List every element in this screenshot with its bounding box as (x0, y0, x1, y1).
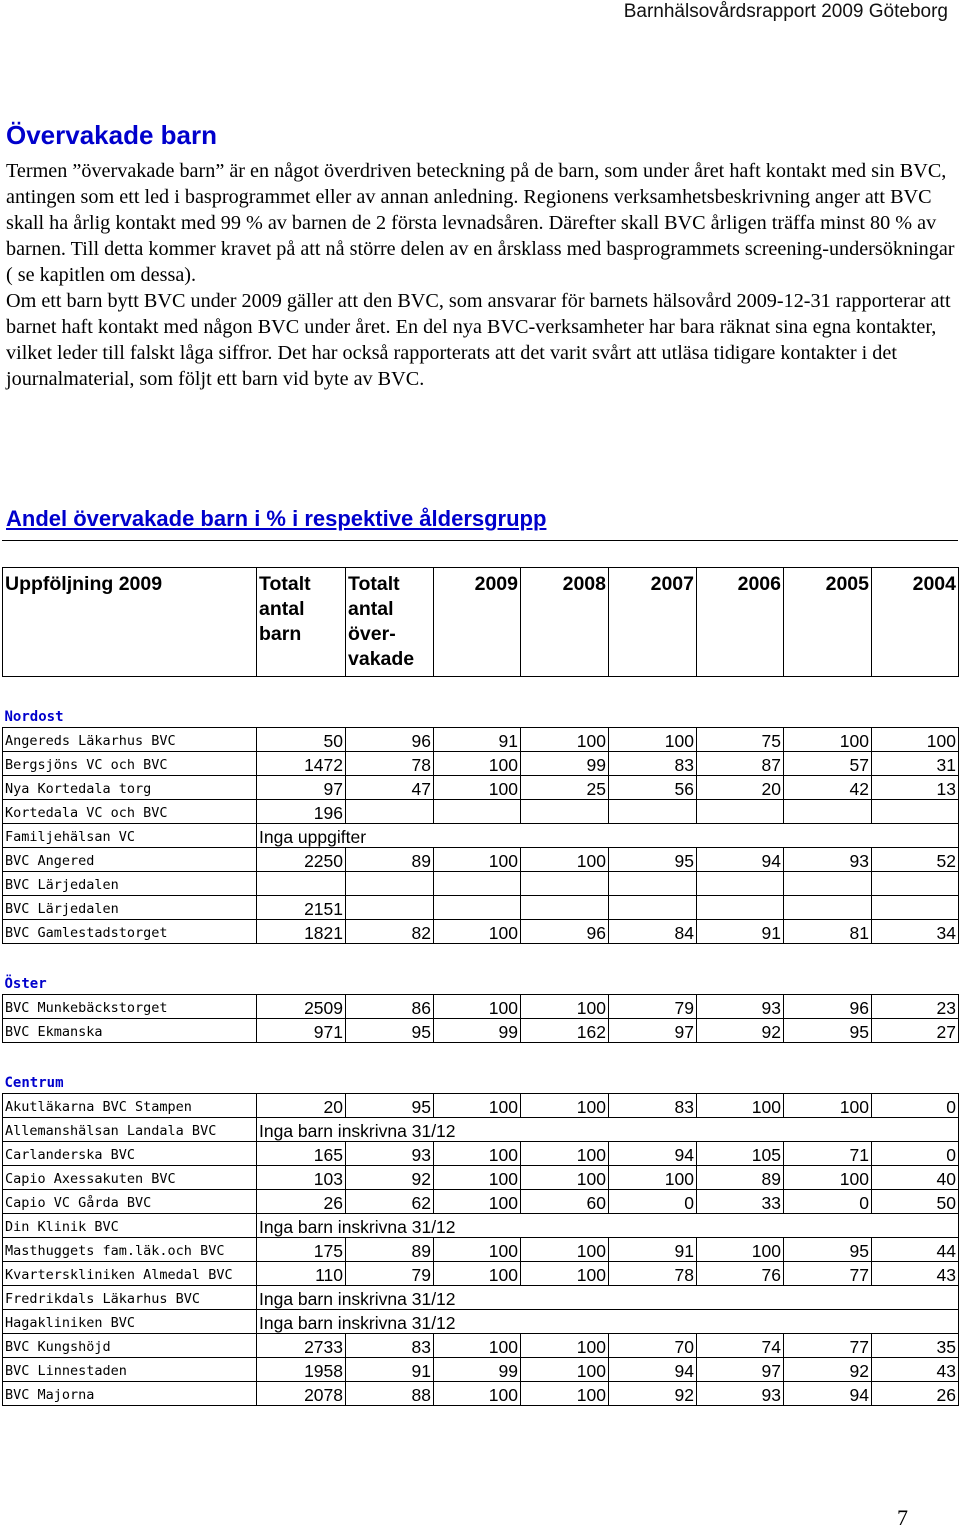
value-cell: 20 (697, 776, 784, 800)
region-name: Öster (4, 976, 47, 992)
value-cell: 1472 (257, 752, 346, 776)
value-cell: 100 (521, 1238, 609, 1262)
unit-name: Din Klinik BVC (3, 1214, 257, 1238)
value-cell (872, 872, 959, 896)
value-cell: 77 (784, 1262, 872, 1286)
region-row (3, 1071, 959, 1094)
value-cell (434, 872, 521, 896)
value-cell: 93 (784, 848, 872, 872)
column-header: Totalt antal barn (257, 568, 346, 677)
value-cell: 0 (872, 1142, 959, 1166)
unit-name: BVC Lärjedalen (3, 872, 257, 896)
divider (2, 540, 958, 541)
value-cell: 42 (784, 776, 872, 800)
value-cell: 89 (697, 1166, 784, 1190)
value-cell: 57 (784, 752, 872, 776)
value-cell (609, 800, 697, 824)
row-note: Inga barn inskrivna 31/12 (257, 1214, 959, 1238)
value-cell: 97 (697, 1358, 784, 1382)
value-cell: 100 (521, 1382, 609, 1406)
table-row (3, 1142, 959, 1166)
value-cell: 2509 (257, 995, 346, 1019)
unit-name: Capio VC Gårda BVC (3, 1190, 257, 1214)
unit-name: Kvarterskliniken Almedal BVC (3, 1262, 257, 1286)
table-row (3, 824, 959, 848)
value-cell: 83 (609, 1094, 697, 1118)
value-cell: 93 (346, 1142, 434, 1166)
table-row (3, 920, 959, 944)
value-cell (609, 872, 697, 896)
value-cell: 100 (434, 1166, 521, 1190)
value-cell: 2733 (257, 1334, 346, 1358)
value-cell (521, 872, 609, 896)
value-cell: 26 (257, 1190, 346, 1214)
value-cell: 1821 (257, 920, 346, 944)
value-cell: 52 (872, 848, 959, 872)
value-cell: 99 (434, 1358, 521, 1382)
value-cell: 91 (346, 1358, 434, 1382)
value-cell: 2250 (257, 848, 346, 872)
value-cell: 62 (346, 1190, 434, 1214)
unit-name: Bergsjöns VC och BVC (3, 752, 257, 776)
value-cell: 81 (784, 920, 872, 944)
value-cell: 100 (434, 1262, 521, 1286)
spacer-cell (3, 1043, 959, 1072)
table-row (3, 800, 959, 824)
coverage-table (2, 567, 959, 1406)
unit-name: Nya Kortedala torg (3, 776, 257, 800)
unit-name: Akutläkarna BVC Stampen (3, 1094, 257, 1118)
value-cell: 100 (521, 1142, 609, 1166)
unit-name: Capio Axessakuten BVC (3, 1166, 257, 1190)
value-cell: 95 (784, 1019, 872, 1043)
value-cell: 0 (784, 1190, 872, 1214)
value-cell: 92 (784, 1358, 872, 1382)
section-title: Övervakade barn (6, 120, 218, 150)
unit-name: BVC Majorna (3, 1382, 257, 1406)
value-cell: 100 (434, 1142, 521, 1166)
intro-text (6, 158, 956, 392)
spacer-row (3, 677, 959, 706)
table-row (3, 776, 959, 800)
column-header: 2005 (784, 568, 872, 677)
column-header: 2004 (872, 568, 959, 677)
value-cell: 100 (784, 1166, 872, 1190)
value-cell: 89 (346, 848, 434, 872)
column-header: 2006 (697, 568, 784, 677)
value-cell: 35 (872, 1334, 959, 1358)
value-cell (784, 896, 872, 920)
table-title: Andel övervakade barn i % i respektive åldersgrupp (6, 506, 547, 531)
table-row (3, 728, 959, 752)
value-cell: 99 (434, 1019, 521, 1043)
unit-name: BVC Lärjedalen (3, 896, 257, 920)
table-row (3, 1019, 959, 1043)
value-cell: 20 (257, 1094, 346, 1118)
table-row (3, 1262, 959, 1286)
value-cell: 27 (872, 1019, 959, 1043)
value-cell: 77 (784, 1334, 872, 1358)
table-row (3, 995, 959, 1019)
value-cell: 971 (257, 1019, 346, 1043)
row-note: Inga barn inskrivna 31/12 (257, 1286, 959, 1310)
running-header: Barnhälsovårdsrapport 2009 Göteborg (623, 1, 948, 22)
value-cell: 100 (434, 995, 521, 1019)
value-cell: 44 (872, 1238, 959, 1262)
table-row (3, 752, 959, 776)
value-cell: 2151 (257, 896, 346, 920)
value-cell: 100 (521, 1334, 609, 1358)
value-cell: 86 (346, 995, 434, 1019)
table-row (3, 1214, 959, 1238)
unit-name: BVC Kungshöjd (3, 1334, 257, 1358)
table-row (3, 1310, 959, 1334)
unit-name: Familjehälsan VC (3, 824, 257, 848)
value-cell: 94 (609, 1358, 697, 1382)
value-cell: 2078 (257, 1382, 346, 1406)
row-note: Inga barn inskrivna 31/12 (257, 1118, 959, 1142)
unit-name: BVC Ekmanska (3, 1019, 257, 1043)
value-cell: 91 (434, 728, 521, 752)
value-cell: 50 (872, 1190, 959, 1214)
region-name: Nordost (4, 709, 64, 725)
value-cell: 76 (697, 1262, 784, 1286)
value-cell (521, 896, 609, 920)
value-cell: 100 (434, 1190, 521, 1214)
unit-name: BVC Munkebäckstorget (3, 995, 257, 1019)
value-cell: 47 (346, 776, 434, 800)
value-cell: 95 (346, 1019, 434, 1043)
unit-name: BVC Angered (3, 848, 257, 872)
spacer-row (3, 944, 959, 973)
value-cell (434, 800, 521, 824)
value-cell: 175 (257, 1238, 346, 1262)
value-cell: 96 (784, 995, 872, 1019)
value-cell: 105 (697, 1142, 784, 1166)
value-cell: 79 (346, 1262, 434, 1286)
value-cell: 93 (697, 995, 784, 1019)
unit-name: Allemanshälsan Landala BVC (3, 1118, 257, 1142)
value-cell: 95 (784, 1238, 872, 1262)
value-cell: 43 (872, 1262, 959, 1286)
row-note: Inga barn inskrivna 31/12 (257, 1310, 959, 1334)
value-cell: 100 (609, 728, 697, 752)
unit-name: Fredrikdals Läkarhus BVC (3, 1286, 257, 1310)
value-cell: 100 (434, 1238, 521, 1262)
value-cell: 92 (346, 1166, 434, 1190)
value-cell (346, 800, 434, 824)
value-cell (784, 800, 872, 824)
value-cell: 100 (434, 752, 521, 776)
value-cell: 92 (697, 1019, 784, 1043)
value-cell: 50 (257, 728, 346, 752)
value-cell (434, 896, 521, 920)
value-cell: 34 (872, 920, 959, 944)
value-cell: 96 (346, 728, 434, 752)
value-cell: 31 (872, 752, 959, 776)
value-cell: 89 (346, 1238, 434, 1262)
table-row (3, 1094, 959, 1118)
value-cell (346, 872, 434, 896)
value-cell: 100 (784, 728, 872, 752)
unit-name: Masthuggets fam.läk.och BVC (3, 1238, 257, 1262)
table-row (3, 1286, 959, 1310)
unit-name: Kortedala VC och BVC (3, 800, 257, 824)
region-name: Centrum (4, 1075, 64, 1091)
value-cell (872, 800, 959, 824)
unit-name: Angereds Läkarhus BVC (3, 728, 257, 752)
spacer-row (3, 1043, 959, 1072)
value-cell: 26 (872, 1382, 959, 1406)
value-cell (257, 872, 346, 896)
table-row (3, 1166, 959, 1190)
value-cell: 100 (434, 1334, 521, 1358)
value-cell: 100 (434, 1094, 521, 1118)
table-row (3, 1382, 959, 1406)
value-cell: 96 (521, 920, 609, 944)
table-row (3, 1334, 959, 1358)
value-cell: 74 (697, 1334, 784, 1358)
value-cell: 100 (521, 728, 609, 752)
value-cell: 94 (697, 848, 784, 872)
value-cell: 84 (609, 920, 697, 944)
value-cell (784, 872, 872, 896)
value-cell: 100 (521, 1262, 609, 1286)
value-cell: 93 (697, 1382, 784, 1406)
value-cell (346, 896, 434, 920)
value-cell: 100 (697, 1094, 784, 1118)
value-cell: 100 (697, 1238, 784, 1262)
value-cell: 83 (609, 752, 697, 776)
value-cell: 97 (609, 1019, 697, 1043)
value-cell: 94 (784, 1382, 872, 1406)
table-row (3, 1358, 959, 1382)
value-cell: 100 (521, 1166, 609, 1190)
value-cell: 100 (609, 1166, 697, 1190)
value-cell: 23 (872, 995, 959, 1019)
value-cell (521, 800, 609, 824)
value-cell: 95 (346, 1094, 434, 1118)
unit-name: Carlanderska BVC (3, 1142, 257, 1166)
table-row (3, 848, 959, 872)
value-cell: 100 (434, 848, 521, 872)
value-cell: 95 (609, 848, 697, 872)
value-cell: 56 (609, 776, 697, 800)
value-cell: 87 (697, 752, 784, 776)
column-header: Totalt antal över-vakade (346, 568, 434, 677)
value-cell: 43 (872, 1358, 959, 1382)
value-cell: 1958 (257, 1358, 346, 1382)
value-cell: 60 (521, 1190, 609, 1214)
intro-paragraph-2: Om ett barn bytt BVC under 2009 gäller att den BVC, som ansvarar för barnets hälsovård 2009-12-31 rapporterar att barnet haft kontakt med någon BVC under året. En del nya BVC-verksamheter har bara räknat sina egna kontakter, vilket leder till falskt låga siffror. Det har också rapporterats att det varit svårt att utläsa tidigare kontakter i det journalmaterial, som följt ett barn vid byte av BVC. (6, 290, 951, 390)
spacer-cell (3, 677, 959, 706)
value-cell (872, 896, 959, 920)
value-cell: 0 (609, 1190, 697, 1214)
value-cell: 78 (609, 1262, 697, 1286)
table-row (3, 896, 959, 920)
value-cell: 100 (434, 1382, 521, 1406)
table-row (3, 1238, 959, 1262)
value-cell: 100 (521, 995, 609, 1019)
value-cell: 0 (872, 1094, 959, 1118)
value-cell: 13 (872, 776, 959, 800)
unit-name: BVC Linnestaden (3, 1358, 257, 1382)
column-header: Uppföljning 2009 (3, 568, 257, 677)
table-row (3, 872, 959, 896)
value-cell: 88 (346, 1382, 434, 1406)
table-row (3, 1190, 959, 1214)
value-cell: 94 (609, 1142, 697, 1166)
value-cell: 71 (784, 1142, 872, 1166)
unit-name: Hagakliniken BVC (3, 1310, 257, 1334)
unit-name: BVC Gamlestadstorget (3, 920, 257, 944)
value-cell: 40 (872, 1166, 959, 1190)
value-cell: 75 (697, 728, 784, 752)
value-cell: 99 (521, 752, 609, 776)
value-cell: 100 (521, 848, 609, 872)
value-cell: 70 (609, 1334, 697, 1358)
value-cell: 92 (609, 1382, 697, 1406)
value-cell: 78 (346, 752, 434, 776)
value-cell: 25 (521, 776, 609, 800)
value-cell: 82 (346, 920, 434, 944)
value-cell: 33 (697, 1190, 784, 1214)
table-row (3, 1118, 959, 1142)
value-cell: 100 (434, 776, 521, 800)
column-header: 2009 (434, 568, 521, 677)
region-row (3, 705, 959, 728)
value-cell: 97 (257, 776, 346, 800)
value-cell: 100 (434, 920, 521, 944)
value-cell: 100 (784, 1094, 872, 1118)
page-number: 7 (897, 1505, 908, 1530)
value-cell: 165 (257, 1142, 346, 1166)
value-cell (609, 896, 697, 920)
intro-paragraph-1: Termen ”övervakade barn” är en något överdriven beteckning på de barn, som under året haft kontakt med sin BVC, antingen som ett led i basprogrammet eller av annan anledning. Regionens verksamhetsbeskrivning anger att BVC skall ha årlig kontakt med 99 % av barnen de 2 första levnadsåren. Därefter skall BVC årligen träffa minst 80 % av barnen. Till detta kommer kravet på att nå större delen av en årsklass med basprogrammets screening-undersökningar ( se kapitlen om dessa). (6, 160, 955, 286)
column-header: 2008 (521, 568, 609, 677)
value-cell: 162 (521, 1019, 609, 1043)
value-cell: 91 (697, 920, 784, 944)
value-cell (697, 800, 784, 824)
value-cell: 79 (609, 995, 697, 1019)
value-cell: 100 (521, 1094, 609, 1118)
value-cell: 196 (257, 800, 346, 824)
value-cell: 110 (257, 1262, 346, 1286)
value-cell: 100 (521, 1358, 609, 1382)
region-row (3, 972, 959, 995)
column-header: 2007 (609, 568, 697, 677)
value-cell: 83 (346, 1334, 434, 1358)
value-cell (697, 872, 784, 896)
value-cell: 91 (609, 1238, 697, 1262)
row-note: Inga uppgifter (257, 824, 959, 848)
value-cell: 103 (257, 1166, 346, 1190)
table-header-row (3, 568, 959, 677)
value-cell (697, 896, 784, 920)
spacer-cell (3, 944, 959, 973)
value-cell: 100 (872, 728, 959, 752)
